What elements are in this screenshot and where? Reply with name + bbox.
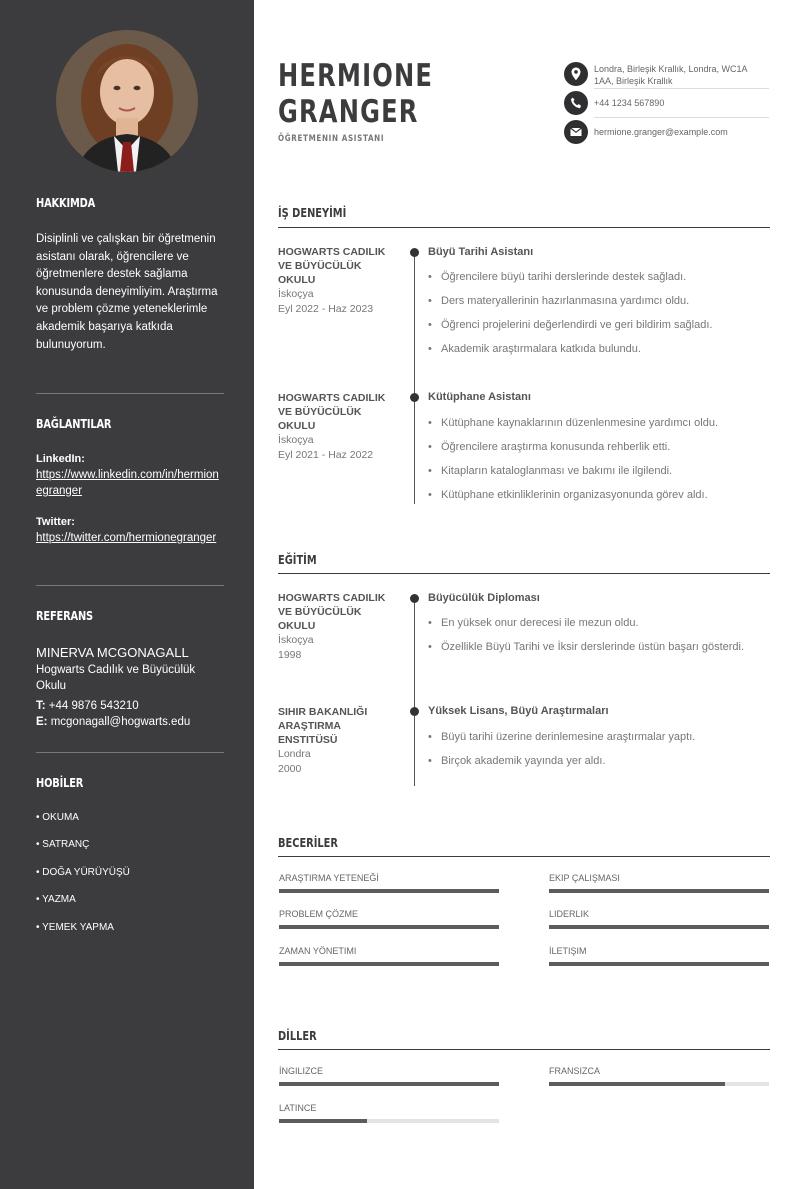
skill-bar [279,889,499,893]
education-bullet: • Birçok akademik yayında yer aldı. [428,755,605,767]
hobbies-title: HOBİLER [36,776,84,790]
education-location: İskoçya [278,634,314,646]
timeline-line [414,252,415,504]
language-name: İNGILIZCE [279,1066,324,1076]
experience-dates: Eyl 2021 - Haz 2022 [278,448,374,461]
education-entry-left [278,591,398,662]
profile-photo [56,30,198,172]
skill-bar [279,925,499,929]
experience-org: HOGWARTS CADILIK VE BÜYÜCÜLÜK OKULU [278,392,386,432]
reference-name: MINERVA MCGONAGALL [36,645,189,660]
about-text: Disiplinli ve çalışkan bir öğretmenin asistanı olarak, öğrencilere ve öğretmenlere destek sağlama konusunda deneyimliyim. Araştırma ve problem çözme yeteneklerimle akademik başarıya katkıda bulunuyorum. [36,233,218,351]
skill-bar [279,962,499,966]
contact-divider [594,88,769,89]
timeline-dot [410,393,419,402]
experience-bullet: • Kütüphane kaynaklarının düzenlenmesine yardımcı oldu. [428,417,718,429]
timeline-dot [410,594,419,603]
education-degree: Büyücülük Diploması [428,592,540,604]
experience-location: İskoçya [278,288,314,300]
language-item [549,1065,769,1086]
hobby-item: • YAZMA [36,894,76,906]
phone-icon [564,91,588,115]
experience-bullet: • Öğrencilere araştırma konusunda rehberlik etti. [428,441,670,453]
experience-bullet: • Öğrencilere büyü tarihi derslerinde destek sağladı. [428,271,686,283]
reference-block [36,645,224,730]
hobby-item: • OKUMA [36,812,79,823]
skill-item [279,945,499,966]
reference-email-row [36,714,224,730]
email-text[interactable]: hermione.granger@example.com [594,127,728,137]
hobbies-list [36,812,224,949]
links-section [36,417,224,431]
skills-title: BECERİLER [278,836,338,850]
person-name [278,58,433,130]
education-org: SIHIR BAKANLIĞI ARAŞTIRMA ENSTITÜSÜ [278,706,368,746]
language-bar-fill [549,1082,725,1086]
experience-dates: Eyl 2022 - Haz 2023 [278,302,374,315]
language-bar [549,1082,769,1086]
education-entry-left [278,705,398,776]
education-bullet: • En yüksek onur derecesi ile mezun oldu. [428,617,639,629]
timeline-dot [410,707,419,716]
education-degree: Yüksek Lisans, Büyü Araştırmaları [428,705,609,717]
job-title: ÖĞRETMENIN ASISTANI [278,134,385,144]
linkedin-block [36,453,224,499]
skill-item [279,908,499,929]
education-dates: 2000 [278,762,302,775]
skill-bar-fill [549,962,769,966]
sidebar-divider [36,585,224,586]
language-bar-fill [279,1082,499,1086]
sidebar-divider [36,393,224,394]
reference-org: Hogwarts Cadılık ve Büyücülük Okulu [36,664,196,692]
reference-title: REFERANS [36,609,93,623]
reference-section [36,609,224,623]
skill-item [549,872,769,893]
languages-title: DİLLER [278,1029,317,1043]
language-name: FRANSIZCA [549,1066,601,1076]
timeline-line [414,598,415,786]
sidebar-divider [36,752,224,753]
experience-role: Büyü Tarihi Asistanı [428,246,534,258]
skill-bar-fill [279,925,499,929]
experience-bullet: • Ders materyallerinin hazırlanmasına yardımcı oldu. [428,295,689,307]
language-item [279,1102,499,1123]
reference-email[interactable]: mcgonagall@hogwarts.edu [50,716,191,728]
hobbies-section [36,776,224,790]
education-title: EĞİTİM [278,553,317,567]
skill-item [549,908,769,929]
skill-bar-fill [549,889,769,893]
first-name: HERMIONE [278,58,434,94]
skill-bar-fill [549,925,769,929]
hobby-item: • SATRANÇ [36,839,90,851]
section-rule [278,227,770,228]
reference-phone: +44 9876 543210 [48,700,139,712]
skill-item [279,872,499,893]
education-dates: 1998 [278,648,302,661]
about-section [36,196,224,210]
linkedin-label: LinkedIn: [36,453,85,465]
language-bar-fill [279,1119,367,1123]
phone-text: +44 1234 567890 [594,98,665,108]
reference-phone-label: T: [36,700,46,712]
skill-bar-fill [279,962,499,966]
reference-phone-row [36,698,224,714]
experience-org: HOGWARTS CADILIK VE BÜYÜCÜLÜK OKULU [278,246,386,286]
twitter-link[interactable]: https://twitter.com/hermionegranger [36,532,217,544]
address-text: Londra, Birleşik Krallık, Londra, WC1A 1AA, Birleşik Krallık [594,64,748,86]
skill-name: ZAMAN YÖNETIMI [279,946,357,956]
education-org: HOGWARTS CADILIK VE BÜYÜCÜLÜK OKULU [278,592,386,632]
section-rule [278,1049,770,1050]
section-rule [278,573,770,574]
experience-role: Kütüphane Asistanı [428,391,531,403]
about-title: HAKKIMDA [36,196,96,210]
skill-name: LIDERLIK [549,909,590,919]
education-bullet: • Büyü tarihi üzerine derinlemesine araştırmalar yaptı. [428,731,695,743]
last-name: GRANGER [278,94,419,130]
skill-bar [549,962,769,966]
skill-bar-fill [279,889,499,893]
skill-name: İLETIŞIM [549,946,587,956]
experience-entry-left [278,245,398,316]
language-bar [279,1082,499,1086]
language-bar [279,1119,499,1123]
location-pin-icon [564,62,588,86]
links-title: BAĞLANTILAR [36,417,112,431]
reference-email-label: E: [36,716,48,728]
experience-bullet: • Akademik araştırmalara katkıda bulundu. [428,343,641,355]
experience-title: İŞ DENEYİMİ [278,206,347,220]
linkedin-link[interactable]: https://www.linkedin.com/in/hermionegranger [36,469,219,497]
skill-item [549,945,769,966]
skill-name: PROBLEM ÇÖZME [279,909,359,919]
hobby-item: • DOĞA YÜRÜYÜŞÜ [36,866,130,878]
contact-divider [594,117,769,118]
experience-entry-left [278,391,398,462]
hobby-item: • YEMEK YAPMA [36,921,114,933]
education-location: Londra [278,748,311,760]
experience-bullet: • Öğrenci projelerini değerlendirdi ve geri bildirim sağladı. [428,319,712,331]
education-bullet: • Özellikle Büyü Tarihi ve İksir derslerinde üstün başarı gösterdi. [428,641,744,653]
skill-name: EKIP ÇALIŞMASI [549,873,620,883]
timeline-dot [410,248,419,257]
twitter-label: Twitter: [36,516,75,528]
experience-bullet: • Kitapların kataloglanması ve bakımı ile ilgilendi. [428,465,672,477]
skill-name: ARAŞTIRMA YETENEĞİ [279,873,379,883]
language-item [279,1065,499,1086]
twitter-block [36,516,224,546]
skill-bar [549,889,769,893]
skill-bar [549,925,769,929]
experience-bullet: • Kütüphane etkinliklerinin organizasyonunda görev aldı. [428,489,708,501]
envelope-icon [564,120,588,144]
sidebar [0,0,254,1189]
experience-location: İskoçya [278,434,314,446]
language-name: LATINCE [279,1103,317,1113]
section-rule [278,856,770,857]
